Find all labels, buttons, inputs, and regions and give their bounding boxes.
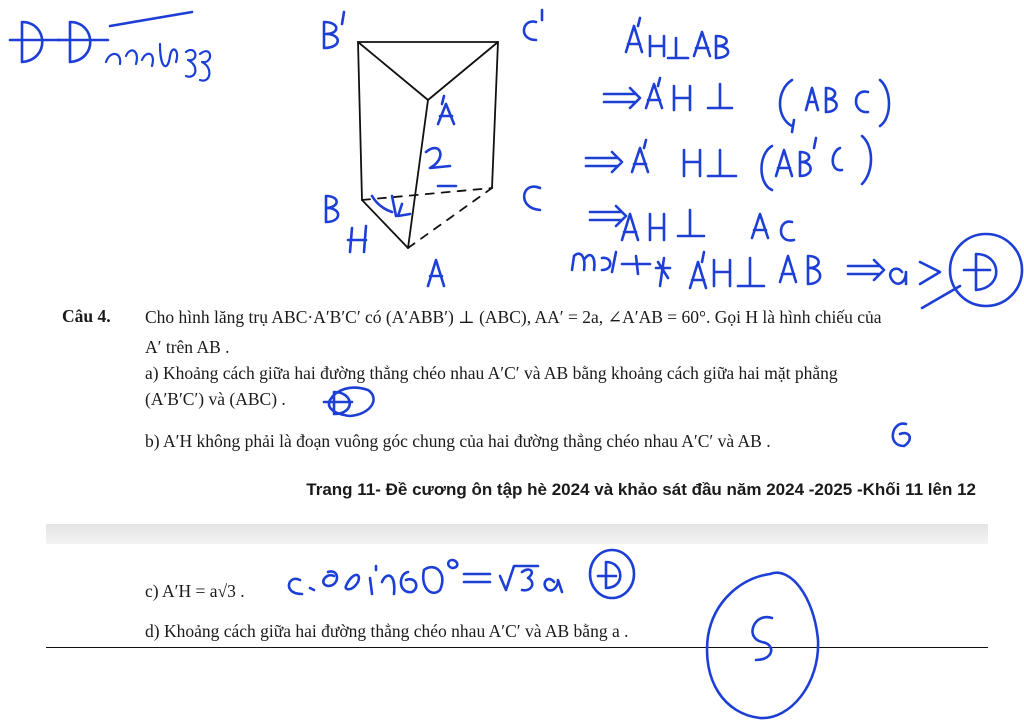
ink-circle-a-answer [950, 234, 1022, 306]
ink-answer-b [893, 424, 910, 446]
bottom-rule [46, 647, 988, 648]
ink-answer-c [598, 562, 620, 588]
ink-line2 [604, 78, 889, 126]
ink-calc-c [289, 560, 562, 594]
edge-c1a1 [428, 42, 498, 100]
statement-c: c) A′H = a√3 . [145, 581, 245, 601]
ink-answer-d-top [964, 254, 996, 290]
ink-scribble-d1 [10, 22, 60, 62]
statement-b: b) A′H không phải là đoạn vuông góc chung của hai đường thẳng chéo nhau A′C′ và AB . [145, 431, 771, 451]
edge-cc1 [492, 42, 498, 188]
question-stem-line1: Cho hình lăng trụ ABC·A′B′C′ có (A′ABB′) ⊥ (ABC), AA′ = 2a, ∠A′AB = 60°. Gọi H là hình chiếu của [145, 307, 882, 327]
statement-a-line2: (A′B′C′) và (ABC) . [145, 389, 286, 409]
page-footer: Trang 11- Đề cương ôn tập hè 2024 và khảo sát đầu năm 2024 -2025 -Khối 11 lên 12 [306, 480, 976, 499]
question-label: Câu 4. [62, 306, 111, 326]
edge-bc [362, 188, 492, 200]
ink-scribble-d2 [58, 22, 108, 62]
statement-a-line1: a) Khoảng cách giữa hai đường thẳng chéo nhau A′C′ và AB bằng khoảng cách giữa hai mặt phẳng [145, 363, 838, 383]
ink-answer-d [753, 617, 772, 660]
edge-ba [362, 200, 408, 248]
ink-circle-d-answer [707, 573, 818, 718]
ink-circle-c-answer [590, 550, 634, 598]
question-stem-line2: A′ trên AB . [145, 337, 230, 357]
ink-number [106, 44, 210, 81]
edge-ac [408, 188, 492, 248]
ink-answer-a [324, 388, 374, 416]
ink-scribble-line [110, 12, 192, 26]
ink-line3 [586, 120, 871, 190]
ink-arrow [922, 286, 960, 308]
ink-line4 [590, 206, 794, 240]
statement-d: d) Khoảng cách giữa hai đường thẳng chéo nhau A′C′ và AB bằng a . [145, 621, 629, 641]
prism-sketch [300, 0, 560, 300]
edge-aa1 [408, 100, 428, 248]
ink-line1 [626, 18, 728, 58]
ink-line5 [572, 252, 940, 288]
edge-bb1 [358, 42, 362, 200]
edge-b1a1 [358, 42, 428, 100]
page-break-band [46, 524, 988, 544]
